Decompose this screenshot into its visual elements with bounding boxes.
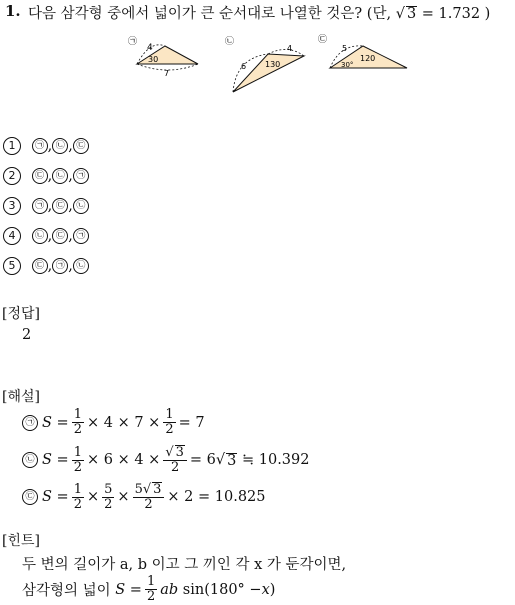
tri2-side-b: 4 (287, 44, 293, 53)
tri1-label: ㉠ (128, 37, 138, 47)
choice-item: ㉢ (32, 258, 48, 274)
sqrt-symbol: √ (395, 6, 405, 22)
explanation-line-2: ㉡ S = $\frac{1}{2}$ × 6 × 4 × $\frac{√ 3}{2}$ = 6√ 3 ≒ 10.392 (22, 445, 309, 476)
choice-3[interactable]: 3 ㉠ , ㉢ , ㉡ (3, 197, 89, 215)
choice-4[interactable]: 4 ㉡ , ㉢ , ㉠ (3, 227, 89, 245)
choice-item: ㉢ (73, 138, 89, 154)
choice-item: ㉠ (32, 138, 48, 154)
triangles-figure (120, 30, 420, 100)
choice-5[interactable]: 5 ㉢ , ㉠ , ㉡ (3, 257, 89, 275)
choice-1[interactable]: 1 ㉠ , ㉡ , ㉢ (3, 137, 89, 155)
sqrt-radicand: 3 (406, 6, 417, 22)
tri3-angle: 120 (360, 54, 376, 63)
tri1-side-b: 7 (164, 69, 170, 78)
explanation-mark: ㉡ (22, 452, 38, 468)
triangle-3 (318, 34, 407, 69)
hint-line-1: 두 변의 길이가 a, b 이고 그 끼인 각 x 가 둔각이면, (22, 557, 347, 573)
choice-item: ㉢ (52, 198, 68, 214)
choice-item: ㉡ (32, 228, 48, 244)
choice-number: 3 (3, 197, 21, 215)
choice-number: 5 (3, 257, 21, 275)
explanation-mark: ㉠ (22, 415, 38, 431)
choice-item: ㉠ (73, 168, 89, 184)
choice-item: ㉠ (32, 198, 48, 214)
choice-number: 4 (3, 227, 21, 245)
choice-item: ㉡ (52, 138, 68, 154)
tri2-angle: 130 (265, 60, 281, 69)
explanation-line-3: ㉢ S = $\frac{1}{2}$ × $\frac{5}{2}$ × $\frac{5√ 3}{2}$ × 2 = 10.825 (22, 482, 266, 513)
tri1-angle: 30 (148, 55, 159, 64)
triangle-1 (128, 36, 198, 78)
question-body: 다음 삼각형 중에서 넓이가 큰 순서대로 나열한 것은? (단, (28, 6, 396, 22)
choice-number: 1 (3, 137, 21, 155)
tri3-label: ㉢ (318, 35, 328, 45)
answer-heading: [정답] (2, 306, 40, 322)
tri3-angle2: 30° (341, 61, 354, 69)
triangle-2 (225, 36, 304, 92)
choice-item: ㉠ (73, 228, 89, 244)
explanation-line-1: ㉠ S = $\frac{1}{2}$ × 4 × 7 × $\frac{1}{2}$ = 7 (22, 408, 205, 438)
hint-heading: [힌트] (2, 533, 40, 549)
choice-2[interactable]: 2 ㉢ , ㉡ , ㉠ (3, 167, 89, 185)
hint-line-2: 삼각형의 넓이 S = $\frac{1}{2}$ ab sin(180° − x ) (22, 574, 276, 605)
tri3-side-a: 5 (342, 44, 348, 53)
tri1-side-a: 4 (147, 43, 153, 53)
choice-item: ㉡ (73, 258, 89, 274)
explanation-mark: ㉢ (22, 489, 38, 505)
question-text (28, 2, 490, 23)
approx-value: = 1.732 ) (417, 6, 491, 22)
choice-item: ㉢ (32, 168, 48, 184)
tri2-side-a: 6 (241, 62, 247, 71)
choice-item: ㉢ (52, 228, 68, 244)
answer-value: 2 (22, 327, 32, 343)
choice-item: ㉠ (52, 258, 68, 274)
choice-item: ㉡ (73, 198, 89, 214)
tri2-label: ㉡ (225, 37, 235, 47)
choice-number: 2 (3, 167, 21, 185)
question-number: 1. (5, 2, 21, 20)
choice-item: ㉡ (52, 168, 68, 184)
explanation-heading: [해설] (2, 389, 40, 405)
